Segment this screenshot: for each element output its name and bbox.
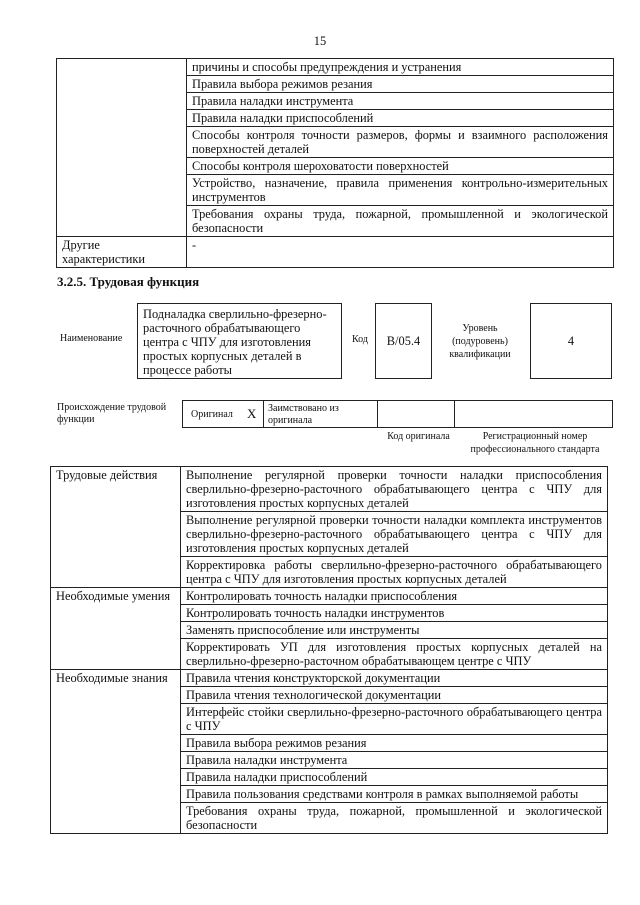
top-left-cell	[57, 59, 187, 237]
page-number: 15	[313, 34, 327, 48]
top-row: Способы контроля точности размеров, формы и взаимного расположения поверхностей деталей	[187, 127, 614, 158]
top-row: Требования охраны труда, пожарной, промышленной и экологической безопасности	[187, 206, 614, 237]
top-table	[56, 58, 614, 268]
code-label: Код	[352, 334, 368, 345]
knowledge-row: Правила чтения технологической документации	[181, 687, 608, 704]
other-characteristics-label: Другие характеристики	[57, 237, 187, 268]
skill-row: Корректировать УП для изготовления простых корпусных деталей на сверлильно-фрезерно-расточном обрабатывающем центре с ЧПУ	[181, 639, 608, 670]
top-row: Правила наладки инструмента	[187, 93, 614, 110]
skills-label: Необходимые умения	[51, 588, 181, 670]
section-title: 3.2.5. Трудовая функция	[57, 274, 200, 289]
knowledge-row: Правила наладки инструмента	[181, 752, 608, 769]
action-row: Выполнение регулярной проверки точности наладки приспособления сверлильно-фрезерно-расточного обрабатывающего центра с ЧПУ для изготовления простых корпусных деталей	[181, 467, 608, 512]
top-row: Правила наладки приспособлений	[187, 110, 614, 127]
main-table	[50, 466, 608, 834]
knowledge-row: Правила чтения конструкторской документации	[181, 670, 608, 687]
knowledge-label: Необходимые знания	[51, 670, 181, 834]
original-mark: X	[247, 406, 257, 421]
top-row: Устройство, назначение, правила применения контрольно-измерительных инструментов	[187, 175, 614, 206]
origin-row	[182, 400, 613, 428]
skill-row: Контролировать точность наладки приспособления	[181, 588, 608, 605]
top-row: Правила выбора режимов резания	[187, 76, 614, 93]
knowledge-row: Интерфейс стойки сверлильно-фрезерно-расточного обрабатывающего центра с ЧПУ	[181, 704, 608, 735]
top-row: причины и способы предупреждения и устранения	[187, 59, 614, 76]
caption-reg: Регистрационный номер профессионального стандарта	[470, 431, 600, 455]
level-label: Уровень (подуровень) квалификации	[449, 323, 511, 360]
original-label: Оригинал	[191, 409, 233, 420]
code-value-box	[375, 303, 432, 379]
skill-row: Контролировать точность наладки инструментов	[181, 605, 608, 622]
level-value-box	[530, 303, 612, 379]
top-row: Способы контроля шероховатости поверхностей	[187, 158, 614, 175]
action-row: Корректировка работы сверлильно-фрезерно-расточного обрабатывающего центра с ЧПУ для изготовления простых корпусных деталей	[181, 557, 608, 588]
knowledge-row: Правила пользования средствами контроля в рамках выполняемой работы	[181, 786, 608, 803]
borrowed-label: Заимствовано из оригинала	[268, 403, 339, 426]
code-value: B/05.4	[386, 333, 421, 348]
level-value: 4	[567, 333, 575, 348]
origin-label: Происхождение трудовой функции	[57, 402, 167, 425]
other-characteristics-value: -	[187, 237, 614, 268]
labor-actions-label: Трудовые действия	[51, 467, 181, 588]
knowledge-row: Правила наладки приспособлений	[181, 769, 608, 786]
caption-code: Код оригинала	[387, 431, 450, 442]
knowledge-row: Правила выбора режимов резания	[181, 735, 608, 752]
skill-row: Заменять приспособление или инструменты	[181, 622, 608, 639]
name-value-box	[137, 303, 342, 379]
action-row: Выполнение регулярной проверки точности наладки комплекта инструментов сверлильно-фрезерно-расточного обрабатывающего центра с ЧПУ для изготовления простых корпусных деталей	[181, 512, 608, 557]
name-label: Наименование	[60, 333, 123, 344]
name-value: Подналадка сверлильно-фрезерно-расточного обрабатывающего центра с ЧПУ для изготовления простых корпусных деталей в процессе работы	[143, 307, 327, 377]
knowledge-row: Требования охраны труда, пожарной, промышленной и экологической безопасности	[181, 803, 608, 834]
